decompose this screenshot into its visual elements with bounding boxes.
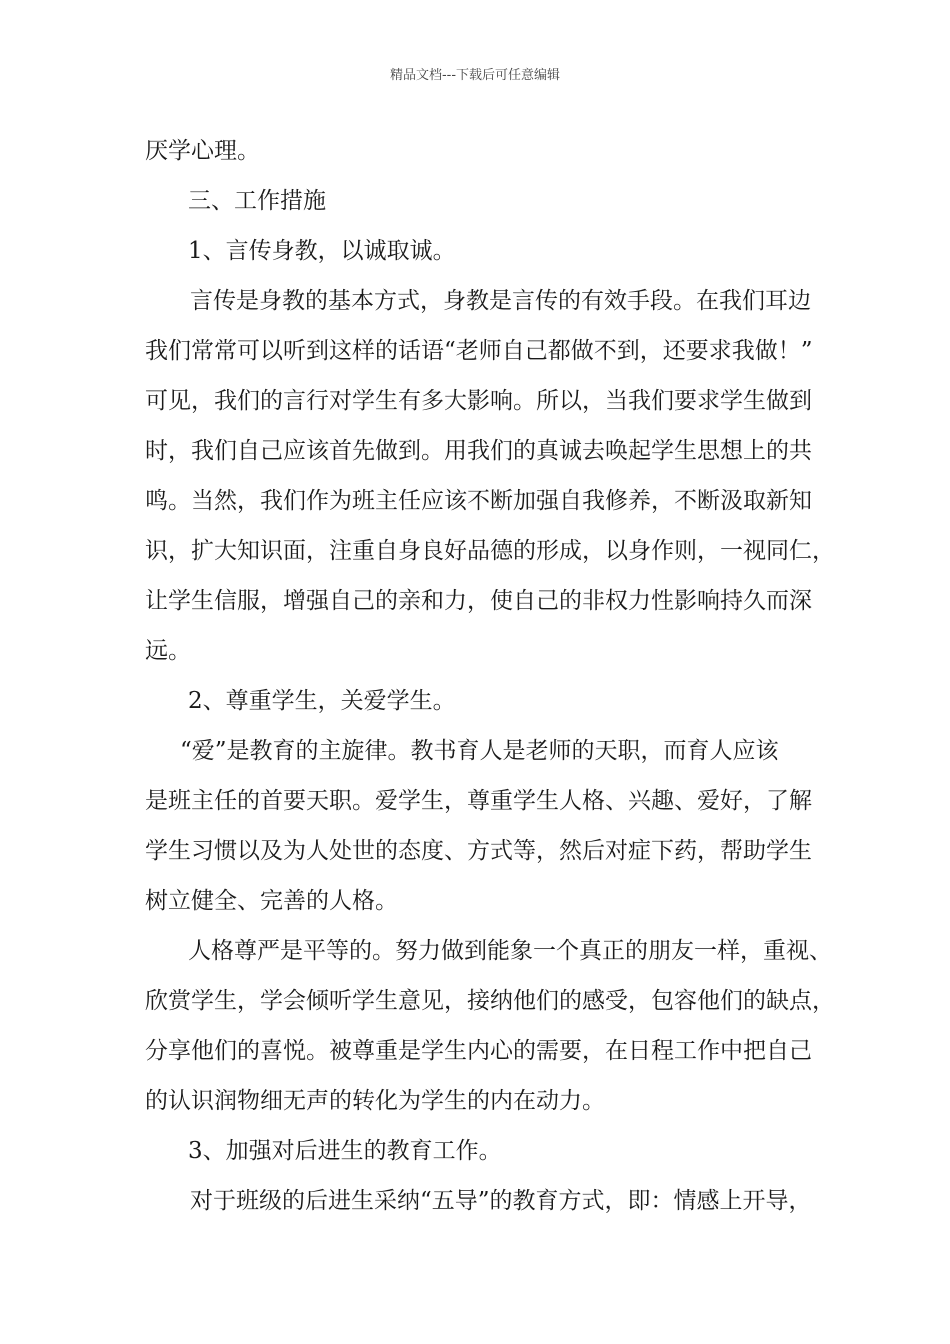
text-line: 欣赏学生，学会倾听学生意见，接纳他们的感受，包容他们的缺点， (145, 988, 835, 1014)
text-line: 识，扩大知识面，注重自身良好品德的形成，以身作则，一视同仁， (145, 538, 835, 564)
text-line: 让学生信服，增强自己的亲和力，使自己的非权力性影响持久而深 (145, 588, 812, 614)
text-line: 的认识润物细无声的转化为学生的内在动力。 (145, 1088, 605, 1114)
page-header: 精品文档---下载后可任意编辑 (389, 68, 561, 83)
text-line: “爱”是教育的主旋律。教书育人是老师的天职，而育人应该 (180, 738, 779, 764)
text-line: 言传是身教的基本方式，身教是言传的有效手段。在我们耳边 (190, 288, 811, 314)
text-line: 鸣。当然，我们作为班主任应该不断加强自我修养，不断汲取新知 (145, 488, 812, 514)
text-line: 时，我们自己应该首先做到。用我们的真诚去唤起学生思想上的共 (145, 438, 812, 464)
text-line: 是班主任的首要天职。爱学生，尊重学生人格、兴趣、爱好，了解 (145, 788, 812, 814)
text-line: 厌学心理。 (145, 138, 260, 164)
text-line: 可见，我们的言行对学生有多大影响。所以，当我们要求学生做到 (145, 388, 812, 414)
text-line: 我们常常可以听到这样的话语“老师自己都做不到，还要求我做！” (145, 338, 813, 364)
text-line: 分享他们的喜悦。被尊重是学生内心的需要，在日程工作中把自己 (145, 1038, 812, 1064)
subsection-heading: 1、言传身教，以诚取诚。 (188, 238, 456, 264)
text-line: 远。 (145, 638, 191, 664)
text-line: 学生习惯以及为人处世的态度、方式等，然后对症下药，帮助学生 (145, 838, 812, 864)
subsection-heading: 2、尊重学生，关爱学生。 (188, 688, 456, 714)
text-line: 人格尊严是平等的。努力做到能象一个真正的朋友一样，重视、 (188, 938, 832, 964)
text-line: 对于班级的后进生采纳“五导”的教育方式，即：情感上开导， (190, 1188, 812, 1214)
section-heading: 三、工作措施 (188, 188, 326, 214)
text-line: 树立健全、完善的人格。 (145, 888, 398, 914)
subsection-heading: 3、加强对后进生的教育工作。 (188, 1138, 502, 1164)
